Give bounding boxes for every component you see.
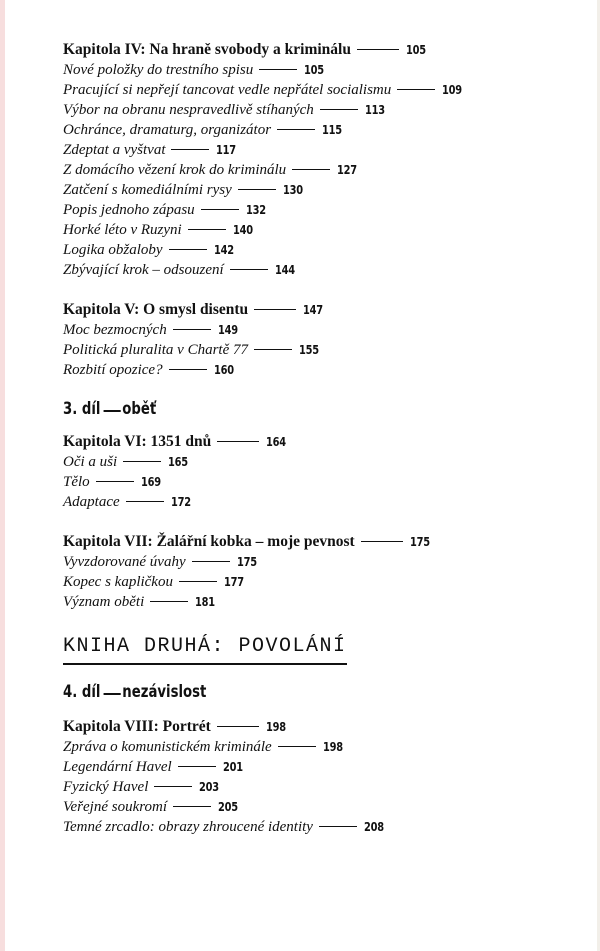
entry-title: Temné zrcadlo: obrazy zhroucené identity: [63, 819, 313, 835]
page-number: 127: [337, 163, 357, 177]
part-number: 4. díl: [63, 682, 101, 702]
entry-title: Logika obžaloby: [63, 242, 163, 258]
toc-entry: [63, 737, 583, 757]
entry-title: Význam oběti: [63, 594, 145, 610]
leader-rule: [178, 766, 216, 767]
leader-rule: [173, 329, 211, 330]
entry-title: Politická pluralita v Chartě 77: [63, 342, 248, 358]
entry-title: Oči a uši: [63, 454, 118, 470]
entry-title: Legendární Havel: [63, 759, 172, 775]
toc-entry: [63, 240, 583, 260]
page-number: 105: [405, 43, 426, 57]
leader-rule: [126, 501, 164, 502]
spacer: [63, 380, 583, 396]
entry-title: Fyzický Havel: [63, 779, 149, 795]
page-number: 130: [282, 183, 303, 197]
page-number: 175: [236, 555, 257, 569]
page-number: 113: [364, 103, 385, 117]
leader-rule: [238, 189, 276, 190]
toc-entry: [63, 472, 583, 492]
page-number: 177: [223, 575, 244, 589]
page-number: 205: [218, 800, 238, 814]
leader-rule: [188, 229, 226, 230]
toc-entry: [63, 817, 583, 837]
entry-title: Tělo: [63, 474, 90, 490]
toc-entry: [63, 120, 583, 140]
part-name: oběť: [122, 399, 157, 419]
part-number: 3. díl: [63, 399, 101, 419]
page-number: 175: [409, 535, 430, 549]
entry-title: Adaptace: [63, 494, 120, 510]
page-number: 164: [266, 435, 287, 449]
toc-entry: [63, 60, 583, 80]
entry-title: Popis jednoho zápasu: [63, 202, 195, 218]
spacer: [63, 665, 583, 679]
leader-rule: [173, 806, 211, 807]
leader-rule: [397, 89, 435, 90]
entry-title: Zatčení s komediálními rysy: [63, 182, 232, 198]
page-number: 165: [168, 455, 188, 469]
page-number: 140: [232, 223, 253, 237]
toc-entry: [63, 777, 583, 797]
page-number: 201: [222, 760, 243, 774]
entry-title: Zdeptat a vyštvat: [63, 142, 166, 158]
toc-entry: [63, 260, 583, 280]
page-edge-left: [0, 0, 5, 951]
leader-rule: [96, 481, 134, 482]
chapter-title: Kapitola VI: 1351 dnů: [63, 433, 212, 450]
leader-rule: [278, 746, 316, 747]
toc-entry: [63, 572, 583, 592]
entry-title: Nové položky do trestního spisu: [63, 62, 254, 78]
chapter-title: Kapitola VIII: Portrét: [63, 718, 211, 735]
page-number: 198: [265, 720, 286, 734]
leader-rule: [361, 541, 403, 542]
entry-title: Rozbití opozice?: [63, 362, 163, 378]
book-2-heading: [63, 634, 583, 665]
chapter-4-heading: [63, 40, 583, 60]
entry-title: Z domácího vězení krok do kriminálu: [63, 162, 287, 178]
toc-entry: [63, 160, 583, 180]
page-number: 169: [140, 475, 161, 489]
entry-title: Zbývající krok – odsouzení: [63, 262, 224, 278]
leader-rule: [357, 49, 399, 50]
page-number: 132: [245, 203, 266, 217]
page-number: 208: [363, 820, 384, 834]
leader-rule: [179, 581, 217, 582]
entry-title: Veřejné soukromí: [63, 799, 168, 815]
page-number: 198: [322, 740, 343, 754]
page-number: 115: [322, 123, 342, 137]
entry-title: Vyvzdorované úvahy: [63, 554, 186, 570]
leader-rule: [292, 169, 330, 170]
toc-entry: [63, 592, 583, 612]
page-number: 144: [274, 263, 295, 277]
toc-entry: [63, 200, 583, 220]
spacer: [63, 612, 583, 634]
leader-rule: [254, 309, 296, 310]
chapter-title: Kapitola VII: Žalářní kobka – moje pevnost: [63, 533, 355, 550]
entry-title: Výbor na obranu nespravedlivě stíhaných: [63, 102, 314, 118]
page-number: 142: [213, 243, 234, 257]
toc-entry: [63, 552, 583, 572]
chapter-title: Kapitola V: O smysl disentu: [63, 301, 249, 318]
page-number: 105: [304, 63, 325, 77]
toc-entry: [63, 320, 583, 340]
chapter-title: Kapitola IV: Na hraně svobody a kriminálu: [63, 41, 351, 58]
toc-entry: [63, 140, 583, 160]
page-number: 149: [217, 323, 238, 337]
toc-entry: [63, 100, 583, 120]
spacer: [63, 280, 583, 300]
chapter-5-heading: [63, 300, 583, 320]
part-name: nezávislost: [122, 682, 207, 702]
toc-entry: [63, 220, 583, 240]
part-rule: [104, 410, 121, 412]
leader-rule: [254, 349, 292, 350]
entry-title: Zpráva o komunistickém kriminále: [63, 739, 272, 755]
table-of-contents: [63, 40, 583, 837]
page-number: 117: [216, 143, 237, 157]
page-number: 203: [199, 780, 220, 794]
toc-entry: [63, 340, 583, 360]
book-title: KNIHA DRUHÁ: POVOLÁNÍ: [63, 634, 347, 665]
page-number: 172: [170, 495, 191, 509]
toc-entry: [63, 757, 583, 777]
page-number: 147: [303, 303, 323, 317]
toc-entry: [63, 492, 583, 512]
chapter-6-heading: [63, 432, 583, 452]
part-3-heading: [63, 396, 156, 422]
part-4-heading: [63, 679, 206, 705]
entry-title: Moc bezmocných: [63, 322, 167, 338]
toc-entry: [63, 80, 583, 100]
toc-entry: [63, 452, 583, 472]
toc-entry: [63, 797, 583, 817]
leader-rule: [171, 149, 209, 150]
leader-rule: [123, 461, 161, 462]
toc-entry: [63, 360, 583, 380]
leader-rule: [277, 129, 315, 130]
page-number: 181: [195, 595, 216, 609]
leader-rule: [319, 826, 357, 827]
leader-rule: [217, 441, 259, 442]
spacer: [63, 705, 583, 717]
entry-title: Pracující si nepřejí tancovat vedle nepřátel socialismu: [63, 82, 392, 98]
chapter-8-heading: [63, 717, 583, 737]
leader-rule: [217, 726, 259, 727]
leader-rule: [169, 369, 207, 370]
leader-rule: [230, 269, 268, 270]
leader-rule: [192, 561, 230, 562]
page-number: 109: [442, 83, 463, 97]
leader-rule: [150, 601, 188, 602]
chapter-7-heading: [63, 532, 583, 552]
leader-rule: [201, 209, 239, 210]
entry-title: Ochránce, dramaturg, organizátor: [63, 122, 272, 138]
page-number: 160: [213, 363, 234, 377]
leader-rule: [320, 109, 358, 110]
toc-entry: [63, 180, 583, 200]
spacer: [63, 512, 583, 532]
spacer: [63, 422, 583, 432]
page-number: 155: [298, 343, 319, 357]
leader-rule: [169, 249, 207, 250]
part-rule: [104, 693, 121, 695]
entry-title: Kopec s kapličkou: [63, 574, 173, 590]
leader-rule: [259, 69, 297, 70]
leader-rule: [154, 786, 192, 787]
entry-title: Horké léto v Ruzyni: [63, 222, 182, 238]
